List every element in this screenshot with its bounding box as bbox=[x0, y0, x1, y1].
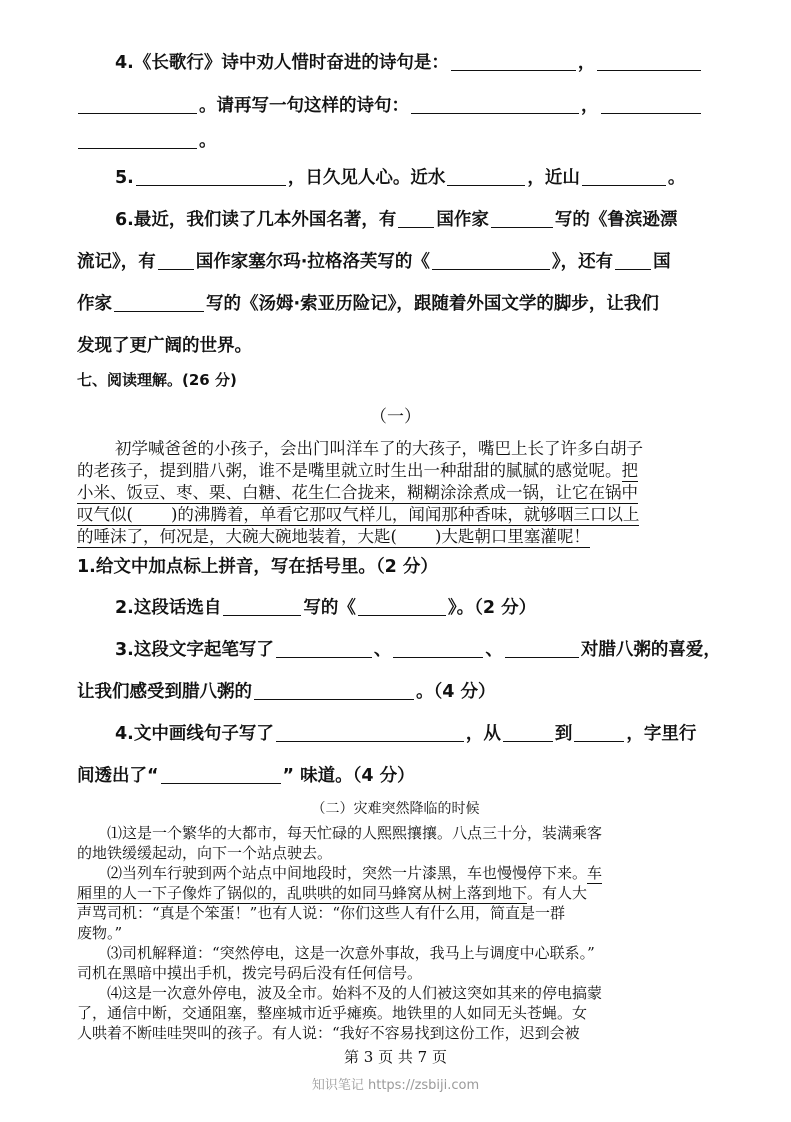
passage1-line1: 初学喊爸爸的小孩子，会出门叫洋车了的大孩子，嘴巴上长了许多白胡子 bbox=[115, 439, 643, 458]
watermark-text: 知识笔记 https://zsbiji.com bbox=[311, 1078, 480, 1093]
passage1-line5 bbox=[77, 523, 590, 547]
reading-q3-text-2: 对腊八粥的喜爱， bbox=[580, 640, 721, 660]
passage2-underlined-start: 车 bbox=[587, 864, 603, 882]
passage2-line3 bbox=[107, 862, 602, 883]
reading-q4-line2 bbox=[77, 762, 415, 787]
passage1-l2a: 的老孩子，提到腊八粥，谁不是嘴里就立时生出一种甜甜的腻腻的感觉呢。 bbox=[77, 461, 622, 480]
passage2-line10: 了，通信中断，交通阻塞，整座城市近乎瘫痪。地铁里的人如同无头苍蝇。女 bbox=[77, 1004, 588, 1022]
reading-q2-text-3: 》。（2 分） bbox=[447, 598, 537, 618]
passage2-l4b: 。有人大 bbox=[527, 884, 588, 902]
passage2-line8: 司机在黑暗中摸出手机，拨完号码后没有任何信号。 bbox=[77, 964, 423, 982]
q6-text-6: 》，还有 bbox=[551, 252, 614, 272]
passage1-l4b: )的沸腾着，单看它那叹气样儿，闻闻那种香味，就够咽三口以上 bbox=[170, 505, 640, 524]
q6-text-2: 国作家 bbox=[436, 210, 489, 230]
q5-end: 。 bbox=[667, 168, 686, 188]
q5-part1: ，日久见人心。近水 bbox=[287, 168, 446, 188]
q6-text-1: 6.最近，我们读了几本外国名著，有 bbox=[115, 210, 397, 230]
passage1-l4a: 叹气似( bbox=[77, 505, 133, 524]
q4-blank-3[interactable] bbox=[78, 112, 197, 114]
question-4-line2 bbox=[76, 92, 703, 117]
passage1-line2 bbox=[77, 457, 638, 481]
passage2-line6: 废物。” bbox=[77, 924, 123, 942]
reading-q3-line1 bbox=[115, 636, 721, 661]
reading-q4-blank-2[interactable] bbox=[503, 740, 553, 742]
q6-blank-3[interactable] bbox=[158, 268, 194, 270]
q4-blank-1[interactable] bbox=[451, 69, 576, 71]
passage2-line9: ⑷这是一次意外停电，波及全市。始料不及的人们被这突如其来的停电搞蒙 bbox=[107, 984, 603, 1002]
reading-q4-blank-3[interactable] bbox=[574, 740, 624, 742]
q6-text-7: 国 bbox=[653, 252, 671, 272]
reading-q4-text-6: ” 味道。（4 分） bbox=[282, 766, 415, 786]
page-number: 第 3 页 共 7 页 bbox=[344, 1048, 447, 1066]
reading-q2-text-2: 写的《 bbox=[303, 598, 356, 618]
q4-blank-2[interactable] bbox=[597, 69, 701, 71]
passage1-l5a: 的唾沫了，何况是，大碗大碗地装着，大匙( bbox=[77, 527, 397, 546]
q6-text-3: 写的《鲁滨逊漂 bbox=[554, 210, 678, 230]
passage2-line1: ⑴这是一个繁华的大都市，每天忙碌的人熙熙攘攘。八点三十分，装满乘客 bbox=[107, 824, 603, 842]
question-5 bbox=[115, 164, 685, 189]
reading-q4-blank-1[interactable] bbox=[276, 740, 464, 742]
passage1-line4 bbox=[77, 501, 639, 525]
reading-q4-text-2: ，从 bbox=[465, 724, 501, 744]
q6-blank-6[interactable] bbox=[114, 310, 204, 312]
q6-blank-5[interactable] bbox=[615, 268, 651, 270]
reading-q3-sep-1: 、 bbox=[373, 640, 392, 660]
q4-comma-2: ， bbox=[581, 96, 599, 116]
underlined-sentence-part4 bbox=[77, 527, 590, 548]
reading-q4-line1 bbox=[115, 720, 696, 745]
passage2-line5: 声骂司机：“真是个笨蛋！”也有人说：“你们这些人有什么用，简直是一群 bbox=[77, 904, 566, 922]
reading-q3-sep-2: 、 bbox=[485, 640, 503, 660]
passage2-line7: ⑶司机解释道：“突然停电，这是一次意外事故，我马上与调度中心联系。” bbox=[107, 944, 595, 962]
q4-blank-6[interactable] bbox=[78, 147, 197, 149]
reading-q3-line2 bbox=[77, 678, 496, 703]
q6-blank-1[interactable] bbox=[398, 226, 434, 228]
q5-blank-2[interactable] bbox=[447, 184, 525, 186]
question-6-line3 bbox=[77, 290, 659, 315]
reading-q3-blank-3[interactable] bbox=[505, 656, 579, 658]
reading-q4-blank-4[interactable] bbox=[161, 782, 281, 784]
passage1-l5b: )大匙朝口里塞灌呢！ bbox=[434, 527, 590, 546]
part-1-title: （一） bbox=[370, 407, 421, 427]
question-4-line1 bbox=[115, 49, 703, 74]
reading-q3-blank-2[interactable] bbox=[393, 656, 483, 658]
question-4-line3 bbox=[76, 127, 217, 152]
reading-q2-blank-1[interactable] bbox=[223, 614, 301, 616]
q4-comma: ， bbox=[577, 53, 596, 73]
q6-text-5: 国作家塞尔玛·拉格洛芙写的《 bbox=[195, 252, 430, 272]
q5-prefix: 5. bbox=[115, 168, 134, 188]
section-7-title: 七、阅读理解。(26 分) bbox=[77, 371, 237, 389]
q4-blank-5[interactable] bbox=[601, 112, 701, 114]
q5-blank-1[interactable] bbox=[136, 184, 286, 186]
reading-q3-text-1: 3.这段文字起笔写了 bbox=[115, 640, 274, 660]
reading-q3-text-3: 让我们感受到腊八粥的 bbox=[77, 682, 252, 702]
passage2-line11: 人哄着不断哇哇哭叫的孩子。有人说：“我好不容易找到这份工作，迟到会被 bbox=[77, 1024, 580, 1042]
q6-text-4: 流记》，有 bbox=[77, 252, 156, 272]
underlined-sentence-start: 把 bbox=[621, 461, 638, 480]
q5-blank-3[interactable] bbox=[582, 184, 666, 186]
q4-prefix: 4.《长歌行》诗中劝人惜时奋进的诗句是： bbox=[115, 53, 449, 73]
underlined-sentence-part2: 小米、饭豆、枣、栗、白糖、花生仁合拢来，糊糊涂涂煮成一锅，让它在锅中 bbox=[77, 483, 638, 502]
passage2-line4 bbox=[77, 882, 587, 903]
reading-q3-blank-4[interactable] bbox=[254, 698, 414, 700]
reading-q3-text-4: 。（4 分） bbox=[416, 682, 496, 702]
reading-q2 bbox=[115, 594, 536, 619]
reading-q4-text-4: ，字里行 bbox=[626, 724, 697, 744]
reading-q3-blank-1[interactable] bbox=[276, 656, 372, 658]
question-6-line2 bbox=[77, 248, 671, 273]
q4-blank-4[interactable] bbox=[411, 112, 579, 114]
reading-q4-text-5: 间透出了“ bbox=[77, 766, 159, 786]
q6-text-8: 作家 bbox=[77, 294, 112, 314]
part-2-title: （二）灾难突然降临的时候 bbox=[311, 801, 480, 817]
question-6-line1 bbox=[115, 206, 677, 231]
q4-line2-text: 。请再写一句这样的诗句： bbox=[199, 96, 409, 116]
q5-part2: ，近山 bbox=[527, 168, 580, 188]
passage2-l3a: ⑵当列车行驶到两个站点中间地段时，突然一片漆黑，车也慢慢停下来。 bbox=[107, 864, 588, 882]
reading-q4-text-3: 到 bbox=[554, 724, 573, 744]
passage2-line2: 的地铁缓缓起动，向下一个站点驶去。 bbox=[77, 844, 333, 862]
q6-blank-4[interactable] bbox=[432, 268, 550, 270]
passage2-underlined-sentence: 厢里的人一下子像炸了锅似的，乱哄哄的如同马蜂窝从树上落到地下 bbox=[77, 884, 528, 902]
reading-q1: 1.给文中加点标上拼音，写在括号里。（2 分） bbox=[77, 557, 438, 577]
question-6-line4: 发现了更广阔的世界。 bbox=[77, 336, 252, 356]
q4-end: 。 bbox=[199, 131, 217, 151]
q6-blank-2[interactable] bbox=[491, 226, 553, 228]
reading-q2-text-1: 2.这段话选自 bbox=[115, 598, 222, 618]
passage1-line3 bbox=[77, 479, 638, 503]
reading-q2-blank-2[interactable] bbox=[358, 614, 446, 616]
reading-q4-text-1: 4.文中画线句子写了 bbox=[115, 724, 274, 744]
q6-text-9: 写的《汤姆·索亚历险记》，跟随着外国文学的脚步，让我们 bbox=[206, 294, 659, 314]
